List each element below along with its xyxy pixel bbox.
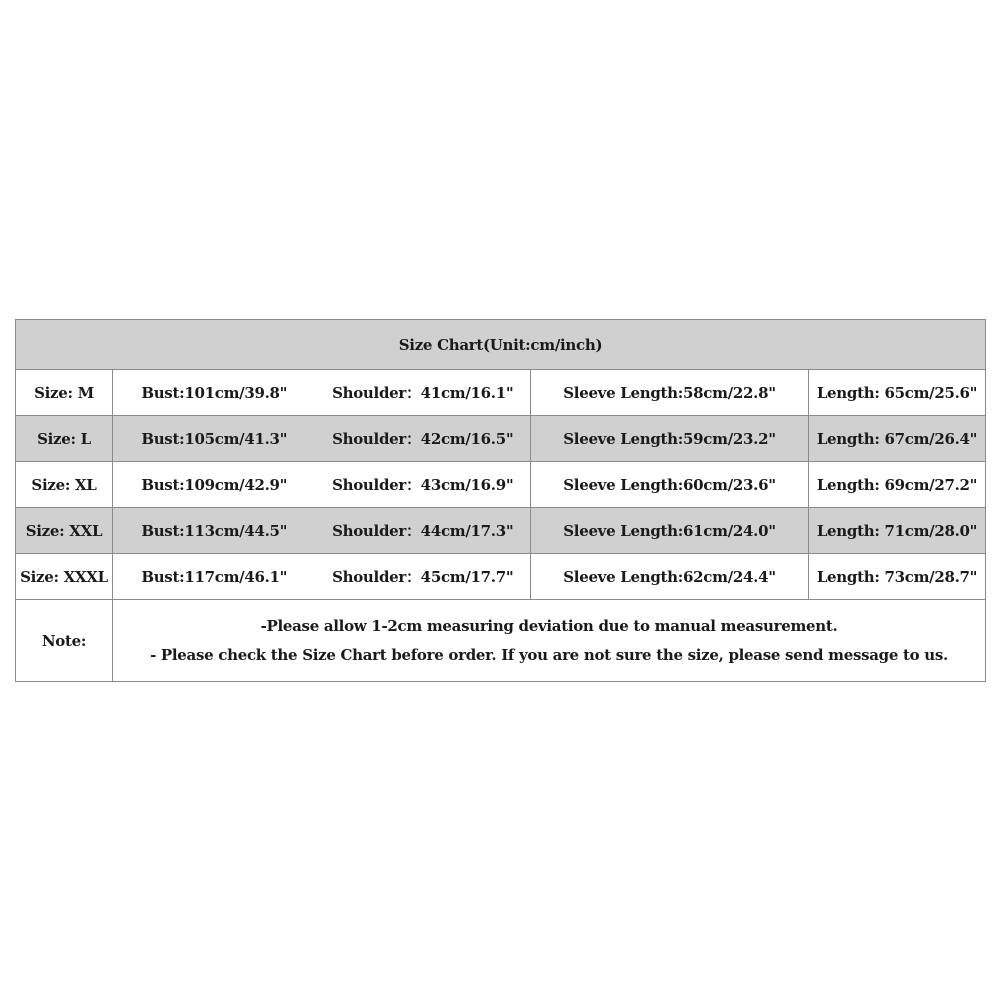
length-cell: Length: 67cm/26.4" <box>809 416 986 462</box>
size-cell: Size: M <box>16 370 113 416</box>
bust-cell: Bust:113cm/44.5" <box>113 508 316 554</box>
bust-cell: Bust:105cm/41.3" <box>113 416 316 462</box>
shoulder-cell: Shoulder：45cm/17.7" <box>316 554 531 600</box>
table-row <box>16 462 986 508</box>
table-row <box>16 416 986 462</box>
title-row <box>16 320 986 370</box>
note-line: - Please check the Size Chart before order. If you are not sure the size, please send message to us. <box>150 645 948 664</box>
bust-cell: Bust:101cm/39.8" <box>113 370 316 416</box>
bust-cell: Bust:117cm/46.1" <box>113 554 316 600</box>
note-label: Note: <box>16 600 113 682</box>
length-cell: Length: 73cm/28.7" <box>809 554 986 600</box>
length-cell: Length: 69cm/27.2" <box>809 462 986 508</box>
shoulder-cell: Shoulder：42cm/16.5" <box>316 416 531 462</box>
chart-title: Size Chart(Unit:cm/inch) <box>16 320 986 370</box>
sleeve-length-cell: Sleeve Length:58cm/22.8" <box>531 370 809 416</box>
sleeve-length-cell: Sleeve Length:59cm/23.2" <box>531 416 809 462</box>
shoulder-cell: Shoulder：41cm/16.1" <box>316 370 531 416</box>
size-chart-table <box>15 319 986 682</box>
size-cell: Size: XL <box>16 462 113 508</box>
length-cell: Length: 71cm/28.0" <box>809 508 986 554</box>
sleeve-length-cell: Sleeve Length:61cm/24.0" <box>531 508 809 554</box>
length-cell: Length: 65cm/25.6" <box>809 370 986 416</box>
size-cell: Size: XXL <box>16 508 113 554</box>
bust-cell: Bust:109cm/42.9" <box>113 462 316 508</box>
sleeve-length-cell: Sleeve Length:60cm/23.6" <box>531 462 809 508</box>
shoulder-cell: Shoulder：43cm/16.9" <box>316 462 531 508</box>
shoulder-cell: Shoulder：44cm/17.3" <box>316 508 531 554</box>
size-cell: Size: L <box>16 416 113 462</box>
sleeve-length-cell: Sleeve Length:62cm/24.4" <box>531 554 809 600</box>
table-row <box>16 508 986 554</box>
table-row <box>16 370 986 416</box>
note-content <box>113 600 986 682</box>
note-line: -Please allow 1-2cm measuring deviation due to manual measurement. <box>260 616 838 635</box>
note-row <box>16 600 986 682</box>
table-row <box>16 554 986 600</box>
size-cell: Size: XXXL <box>16 554 113 600</box>
